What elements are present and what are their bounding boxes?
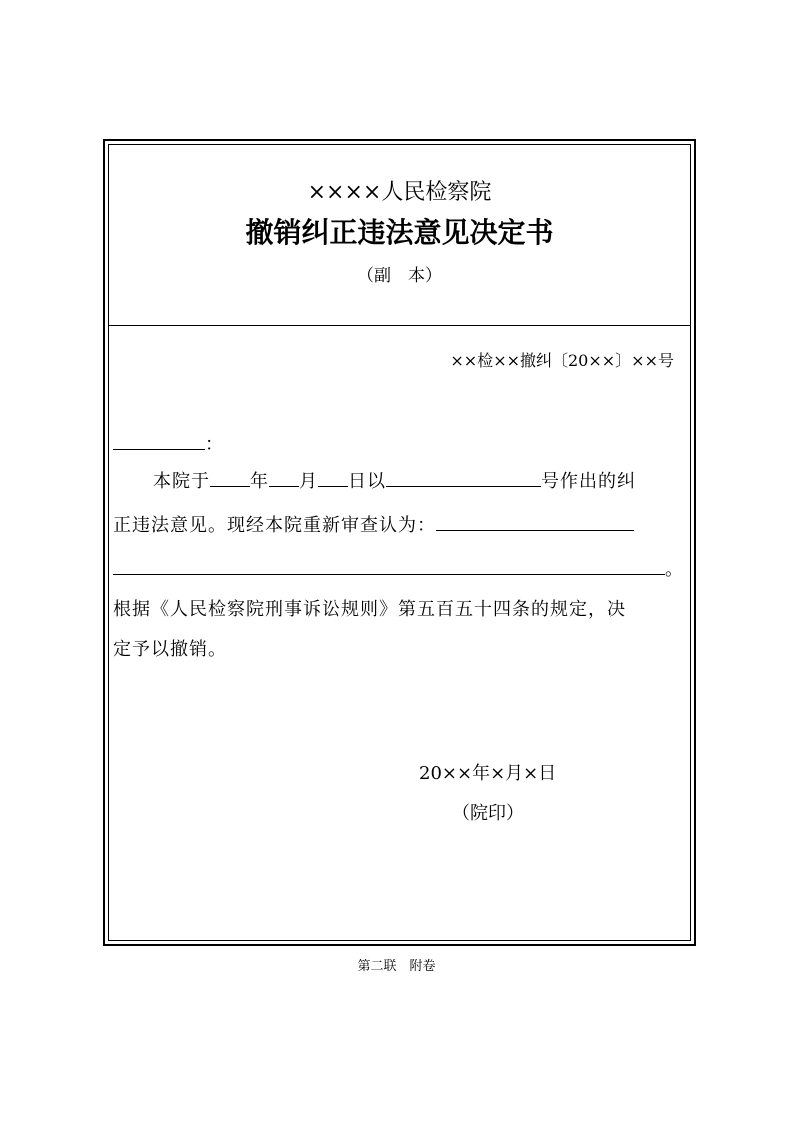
body-text: 号作出的纠 xyxy=(541,471,636,492)
organization-name: ××××人民检察院 xyxy=(307,180,492,205)
body-text: 。 xyxy=(665,559,684,580)
addressee-blank[interactable] xyxy=(113,431,205,450)
day-label: 日以 xyxy=(348,471,386,492)
review-opinion-blank-continued[interactable] xyxy=(113,556,665,575)
month-blank[interactable] xyxy=(269,468,299,487)
review-opinion-blank[interactable] xyxy=(436,512,634,531)
day-blank[interactable] xyxy=(318,468,348,487)
document-frame xyxy=(103,139,696,946)
signature-date: 20××年×月×日 xyxy=(419,763,557,784)
year-blank[interactable] xyxy=(210,468,250,487)
body-line-5: 定予以撤销。 xyxy=(113,639,227,660)
header-divider xyxy=(109,325,690,326)
body-line-2 xyxy=(113,511,634,537)
footer-copy-note: 第二联 附卷 xyxy=(357,959,436,974)
body-line-1 xyxy=(153,467,636,493)
document-number: ××检××撤纠〔20××〕××号 xyxy=(450,351,674,370)
copy-label: （副 本） xyxy=(357,266,442,286)
body-text: 本院于 xyxy=(153,471,210,492)
addressee-line xyxy=(113,430,224,456)
body-text: 正违法意见。现经本院重新审查认为： xyxy=(113,515,436,536)
reference-number-blank[interactable] xyxy=(386,468,541,487)
year-label: 年 xyxy=(250,471,269,492)
addressee-colon: ： xyxy=(205,434,224,455)
month-label: 月 xyxy=(299,471,318,492)
document-inner-frame xyxy=(108,144,691,941)
seal-label: （院印） xyxy=(452,803,524,824)
body-line-3 xyxy=(113,555,684,581)
body-line-4: 根据《人民检察院刑事诉讼规则》第五百五十四条的规定，决 xyxy=(113,599,626,620)
document-title: 撤销纠正违法意见决定书 xyxy=(245,216,554,249)
